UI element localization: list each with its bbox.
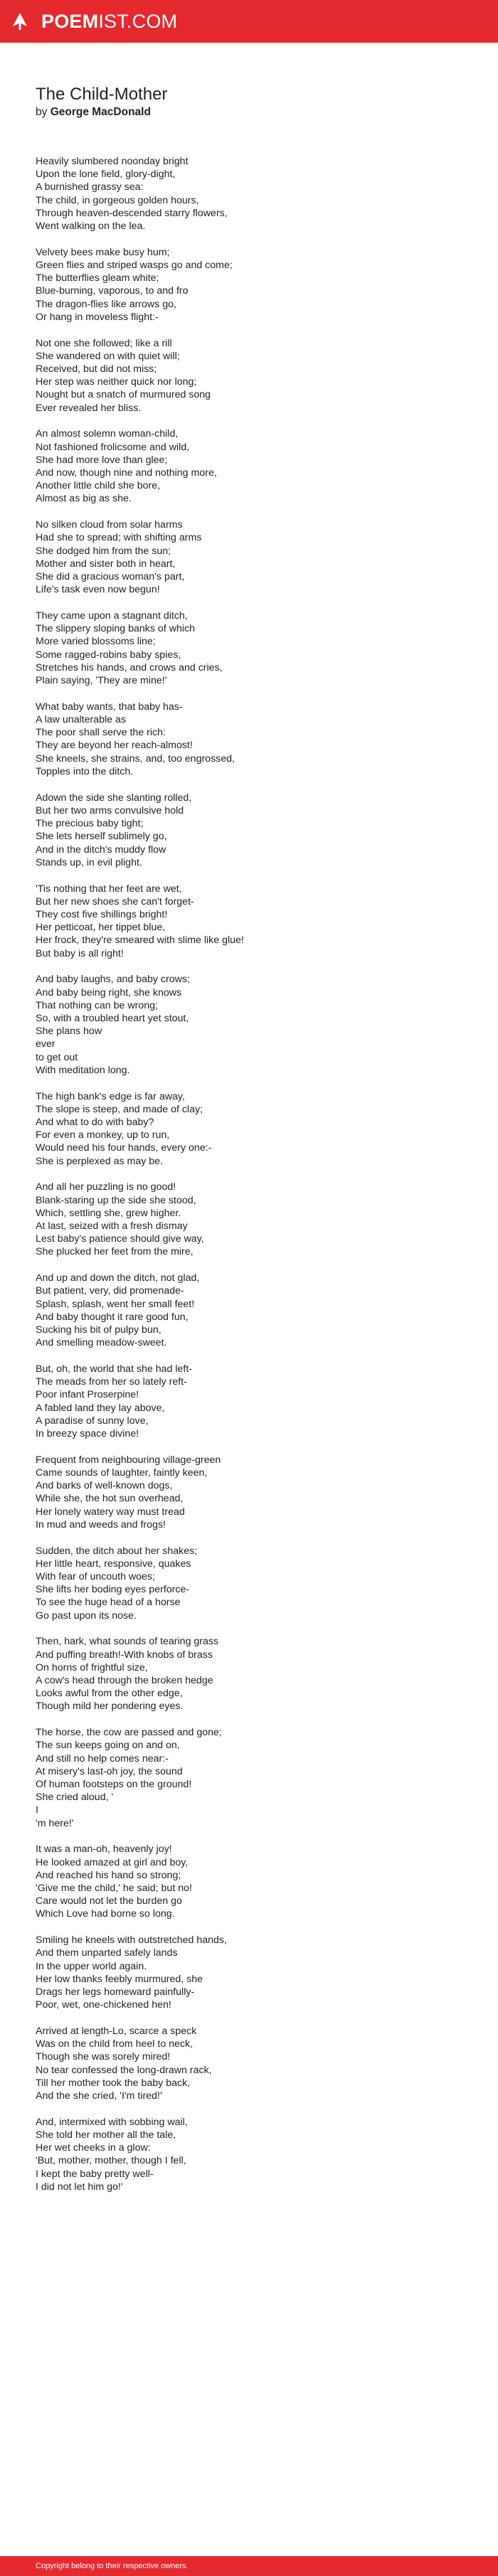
poem-line: A burnished grassy sea:	[36, 181, 144, 193]
poem-line: Of human footsteps on the ground!	[36, 1779, 192, 1791]
poem-line: With meditation long.	[36, 1064, 130, 1076]
poem-stanza	[36, 1272, 462, 1349]
poem-line: While she, the hot sun overhead,	[36, 1493, 184, 1505]
poem-author[interactable]: George MacDonald	[50, 106, 151, 118]
poem-stanza	[36, 1181, 462, 1258]
poem-line: Splash, splash, went her small feet!	[36, 1298, 195, 1310]
byline-prefix: by	[36, 106, 51, 118]
poem-line: Heavily slumbered noonday bright	[36, 156, 189, 167]
poem-line: But, oh, the world that she had left-	[36, 1363, 193, 1375]
poem-line: Through heaven-descended starry flowers,	[36, 207, 228, 219]
poem-line: And baby laughs, and baby crows;	[36, 974, 190, 986]
poem-line: Green flies and striped wasps go and come;	[36, 260, 233, 272]
poem-line: 'Tis nothing that her feet are wet,	[36, 883, 182, 895]
poem-stanza	[36, 2025, 462, 2102]
poem-line: She cried aloud, '	[36, 1792, 114, 1804]
poem-line: And smelling meadow-sweet.	[36, 1337, 167, 1349]
poem-stanza	[36, 883, 462, 960]
poem-line: The precious baby tight;	[36, 818, 144, 830]
poem-line: No tear confessed the long-drawn rack,	[36, 2064, 212, 2076]
poem-line: And now, though nine and nothing more,	[36, 467, 217, 479]
poem-line: At last, seized with a fresh dismay	[36, 1220, 188, 1232]
poem-line: I	[36, 1804, 38, 1816]
poem-line: The child, in gorgeous golden hours,	[36, 194, 199, 206]
poem-line: A paradise of sunny love,	[36, 1415, 149, 1427]
poem-line: In the upper world again.	[36, 1960, 147, 1972]
poem-line: Not fashioned frolicsome and wild,	[36, 441, 190, 453]
poem-line: An almost solemn woman-child,	[36, 428, 179, 440]
poem-line: The dragon-flies like arrows go,	[36, 298, 176, 310]
poem-line: The meads from her so lately reft-	[36, 1376, 187, 1388]
poem-line: What baby wants, that baby has-	[36, 701, 183, 713]
poem-line: And the she cried, 'I'm tired!'	[36, 2090, 162, 2102]
poem-line: And them unparted safely lands	[36, 1947, 178, 1959]
poem-line: Went walking on the lea.	[36, 220, 146, 233]
poem-stanza	[36, 610, 462, 687]
poem-line: She told her mother all the tale,	[36, 2129, 176, 2141]
poem-stanza	[36, 337, 462, 415]
quill-pen-icon[interactable]	[11, 12, 28, 31]
poem-title: The Child-Mother	[36, 85, 168, 104]
poem-line: Ever revealed her bliss.	[36, 402, 142, 414]
poem-line: To see the huge head of a horse	[36, 1597, 181, 1609]
poem-line: She kneels, she strains, and, too engrossed,	[36, 752, 235, 765]
poem-line: Blank-staring up the side she stood,	[36, 1194, 196, 1206]
poem-line: The sun keeps going on and on,	[36, 1740, 180, 1752]
poem-line: Then, hark, what sounds of tearing grass	[36, 1636, 219, 1648]
poem-line: Smiling he kneels with outstretched hands,	[36, 1934, 227, 1947]
poem-line: And what to do with baby?	[36, 1116, 154, 1128]
poem-line: The slippery sloping banks of which	[36, 623, 195, 635]
poem-line: But her two arms convulsive hold	[36, 804, 184, 816]
poem-stanza	[36, 792, 462, 869]
poem-stanza	[36, 1843, 462, 1920]
poem-byline	[36, 105, 151, 119]
site-logo[interactable]	[41, 10, 177, 33]
poem-line: Not one she followed; like a rill	[36, 337, 172, 349]
poem-stanza	[36, 518, 462, 596]
poem-line: Adown the side she slanting rolled,	[36, 792, 192, 804]
poem-line: She dodged him from the sun;	[36, 545, 171, 557]
poem-stanza	[36, 155, 462, 233]
poem-line: And up and down the ditch, not glad,	[36, 1272, 200, 1284]
poem-line: Her wet cheeks in a glow:	[36, 2142, 151, 2154]
poem-line: They are beyond her reach-almost!	[36, 740, 193, 752]
poem-line: Was on the child from heel to neck,	[36, 2038, 194, 2050]
logo-bold-text: POEM	[41, 11, 99, 32]
poem-line: Her petticoat, her tippet blue,	[36, 922, 166, 934]
poem-line: Which, settling she, grew higher.	[36, 1207, 181, 1219]
poem-line: With fear of uncouth woes;	[36, 1571, 155, 1582]
poem-stanza	[36, 1363, 462, 1440]
poem-stanza	[36, 427, 462, 505]
poem-line: The butterflies gleam white;	[36, 272, 159, 284]
poem-line: Arrived at length-Lo, scarce a speck	[36, 2026, 197, 2038]
poem-line: She wandered on with quiet will;	[36, 350, 180, 362]
poem-line: Frequent from neighbouring village-green	[36, 1454, 221, 1466]
poem-line: The high bank's edge is far away,	[36, 1090, 185, 1102]
poem-line: No silken cloud from solar harms	[36, 519, 183, 531]
poem-line: 'But, mother, mother, though I fell,	[36, 2155, 186, 2167]
poem-line: Plain saying, 'They are mine!'	[36, 675, 167, 687]
poem-line: And, intermixed with sobbing wail,	[36, 2116, 188, 2128]
poem-line: Upon the lone field, glory-dight,	[36, 169, 176, 181]
poem-line: And baby thought it rare good fun,	[36, 1311, 189, 1323]
poem-line: to get out	[36, 1051, 78, 1063]
poem-line: Though mild her pondering eyes.	[36, 1701, 184, 1713]
poem-line: Her frock, they're smeared with slime like glue!	[36, 935, 244, 947]
poem-line: Drags her legs homeward painfully-	[36, 1986, 195, 1998]
poem-line: Poor, wet, one-chickened hen!	[36, 1999, 171, 2011]
poem-line: Till her mother took the baby back,	[36, 2077, 191, 2089]
poem-line: Or hang in moveless flight:-	[36, 311, 159, 323]
poem-line: Sudden, the ditch about her shakes;	[36, 1545, 198, 1557]
poem-line: The slope is steep, and made of clay;	[36, 1103, 203, 1115]
poem-line: I did not let him go!'	[36, 2181, 123, 2193]
poem-line: At misery's last-oh joy, the sound	[36, 1765, 183, 1777]
poem-line: On horns of frightful size,	[36, 1661, 148, 1673]
poem-line: Which Love had borne so long.	[36, 1908, 175, 1920]
poem-line: Sucking his bit of pulpy bun,	[36, 1324, 161, 1336]
poem-stanza	[36, 1545, 462, 1622]
poem-line: Her little heart, responsive, quakes	[36, 1558, 191, 1570]
poem-stanza	[36, 701, 462, 778]
poem-line: ever	[36, 1038, 55, 1050]
poem-line: She plans how	[36, 1026, 102, 1038]
poem-line: Another little child she bore,	[36, 480, 161, 492]
poem-line: For even a monkey, up to run,	[36, 1129, 170, 1141]
logo-rest-text: IST.COM	[98, 11, 178, 32]
poem-stanza	[36, 1934, 462, 2011]
poem-stanza	[36, 1726, 462, 1830]
poem-line: Poor infant Proserpine!	[36, 1389, 139, 1401]
poem-line: Some ragged-robins baby spies,	[36, 649, 181, 661]
poem-line: Would need his four hands, every one:-	[36, 1142, 212, 1154]
site-header	[0, 0, 498, 43]
poem-line: And in the ditch's muddy flow	[36, 843, 166, 856]
poem-line: Mother and sister both in heart,	[36, 558, 176, 570]
poem-line: The horse, the cow are passed and gone;	[36, 1727, 222, 1739]
poem-line: Nought but a snatch of murmured song	[36, 389, 211, 401]
poem-line: And still no help comes near:-	[36, 1752, 169, 1765]
poem-line: It was a man-oh, heavenly joy!	[36, 1843, 172, 1856]
poem-line: Topples into the ditch.	[36, 765, 134, 777]
poem-stanza	[36, 246, 462, 324]
poem-line: I kept the baby pretty well-	[36, 2168, 154, 2180]
poem-line: She lifts her boding eyes perforce-	[36, 1584, 190, 1596]
poem-line: Almost as big as she.	[36, 493, 132, 505]
poem-line: Looks awful from the other edge,	[36, 1688, 183, 1700]
poem-line: 'Give me the child,' he said; but no!	[36, 1883, 192, 1895]
poem-stanza	[36, 2116, 462, 2193]
poem-line: She did a gracious woman's part,	[36, 571, 185, 583]
poem-line: More varied blossoms line;	[36, 636, 156, 648]
poem-line: And puffing breath!-With knobs of brass	[36, 1649, 213, 1661]
poem-line: They cost five shillings bright!	[36, 908, 168, 920]
poem-line: But baby is all right!	[36, 947, 124, 959]
poem-line: Her low thanks feebly murmured, she	[36, 1973, 203, 1985]
poem-stanza	[36, 973, 462, 1077]
poem-line: Received, but did not miss;	[36, 363, 157, 376]
poem-line: That nothing can be wrong;	[36, 999, 158, 1011]
site-footer	[0, 2556, 498, 2576]
poem-line: Had she to spread; with shifting arms	[36, 532, 202, 544]
poem-stanza	[36, 1090, 462, 1168]
poem-line: She lets herself sublimely go,	[36, 831, 167, 843]
poem-line: Velvety bees make busy hum;	[36, 246, 170, 258]
poem-body	[36, 155, 462, 2207]
poem-line: And reached his hand so strong;	[36, 1869, 181, 1881]
poem-line: But patient, very, did promenade-	[36, 1285, 184, 1297]
poem-stanza	[36, 1635, 462, 1713]
poem-line: Her lonely watery way must tread	[36, 1506, 185, 1518]
poem-line: Though she was sorely mired!	[36, 2051, 171, 2063]
poem-line: And baby being right, she knows	[36, 986, 182, 999]
poem-line: But her new shoes she can't forget-	[36, 895, 194, 908]
poem-line: He looked amazed at girl and boy,	[36, 1856, 189, 1868]
poem-line: Stands up, in evil plight.	[36, 856, 142, 868]
poem-line: They came upon a stagnant ditch,	[36, 610, 188, 622]
poem-line: Her step was neither quick nor long;	[36, 376, 197, 388]
poem-line: The poor shall serve the rich:	[36, 727, 166, 739]
poem-line: And all her puzzling is no good!	[36, 1181, 176, 1193]
poem-line: In breezy space divine!	[36, 1427, 139, 1439]
poem-line: She had more love than glee;	[36, 454, 168, 466]
poem-line: A fabled land they lay above,	[36, 1402, 165, 1414]
poem-line: Lest baby's patience should give way,	[36, 1233, 204, 1245]
poem-line: And barks of well-known dogs,	[36, 1480, 173, 1492]
poem-line: She is perplexed as may be.	[36, 1155, 164, 1167]
poem-line: Go past upon its nose.	[36, 1609, 137, 1622]
poem-line: Life's task even now begun!	[36, 584, 160, 596]
poem-line: She plucked her feet from the mire,	[36, 1246, 194, 1258]
copyright-text: Copyright belong to their respective owners.	[36, 2562, 189, 2570]
poem-line: Came sounds of laughter, faintly keen,	[36, 1467, 208, 1479]
poem-line: Stretches his hands, and crows and cries,	[36, 661, 223, 674]
poem-line: Care would not let the burden go	[36, 1895, 182, 1907]
poem-line: So, with a troubled heart yet stout,	[36, 1012, 189, 1024]
poem-line: In mud and weeds and frogs!	[36, 1518, 166, 1531]
poem-line: Blue-burning, vaporous, to and fro	[36, 285, 189, 297]
poem-line: 'm here!'	[36, 1817, 74, 1829]
poem-line: A law unalterable as	[36, 714, 126, 726]
poem-stanza	[36, 1454, 462, 1531]
poem-line: A cow's head through the broken hedge	[36, 1675, 213, 1687]
